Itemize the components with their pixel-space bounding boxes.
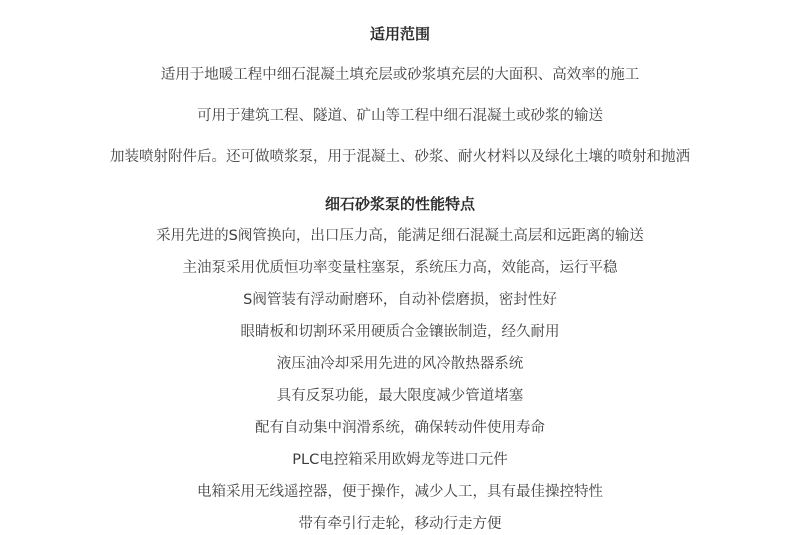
paragraph-line: 加装喷射附件后。还可做喷浆泵，用于混凝土、砂浆、耐火材料以及绿化土壤的喷射和抛洒: [110, 149, 690, 166]
feature-line: 主油泵采用优质恒功率变量柱塞泵，系统压力高，效能高，运行平稳: [182, 260, 618, 277]
feature-line: 带有牵引行走轮，移动行走方便: [298, 516, 502, 533]
section-heading-features: 细石砂浆泵的性能特点: [324, 195, 475, 214]
paragraph-line: 适用于地暖工程中细石混凝土填充层或砂浆填充层的大面积、高效率的施工: [160, 67, 640, 83]
section-heading-scope: 适用范围: [369, 25, 430, 43]
feature-line: 电箱采用无线遥控器，便于操作，减少人工，具有最佳操控特性: [197, 484, 603, 501]
feature-line: 配有自动集中润滑系统，确保转动件使用寿命: [255, 420, 545, 437]
section-scope: [20, 18, 780, 168]
feature-line: PLC电控箱采用欧姆龙等进口元件: [292, 452, 508, 469]
feature-line: 具有反泵功能，最大限度减少管道堵塞: [276, 388, 524, 405]
feature-line: S阀管装有浮动耐磨环，自动补偿磨损，密封性好: [243, 292, 557, 309]
paragraph-line: 可用于建筑工程、隧道、矿山等工程中细石混凝土或砂浆的输送: [197, 108, 603, 125]
section-features: [20, 168, 780, 535]
feature-line: 液压油冷却采用先进的风冷散热器系统: [276, 356, 524, 373]
feature-line: 眼睛板和切割环采用硬质合金镶嵌制造，经久耐用: [240, 324, 560, 341]
feature-line: 采用先进的S阀管换向，出口压力高，能满足细石混凝土高层和远距离的输送: [156, 228, 644, 245]
